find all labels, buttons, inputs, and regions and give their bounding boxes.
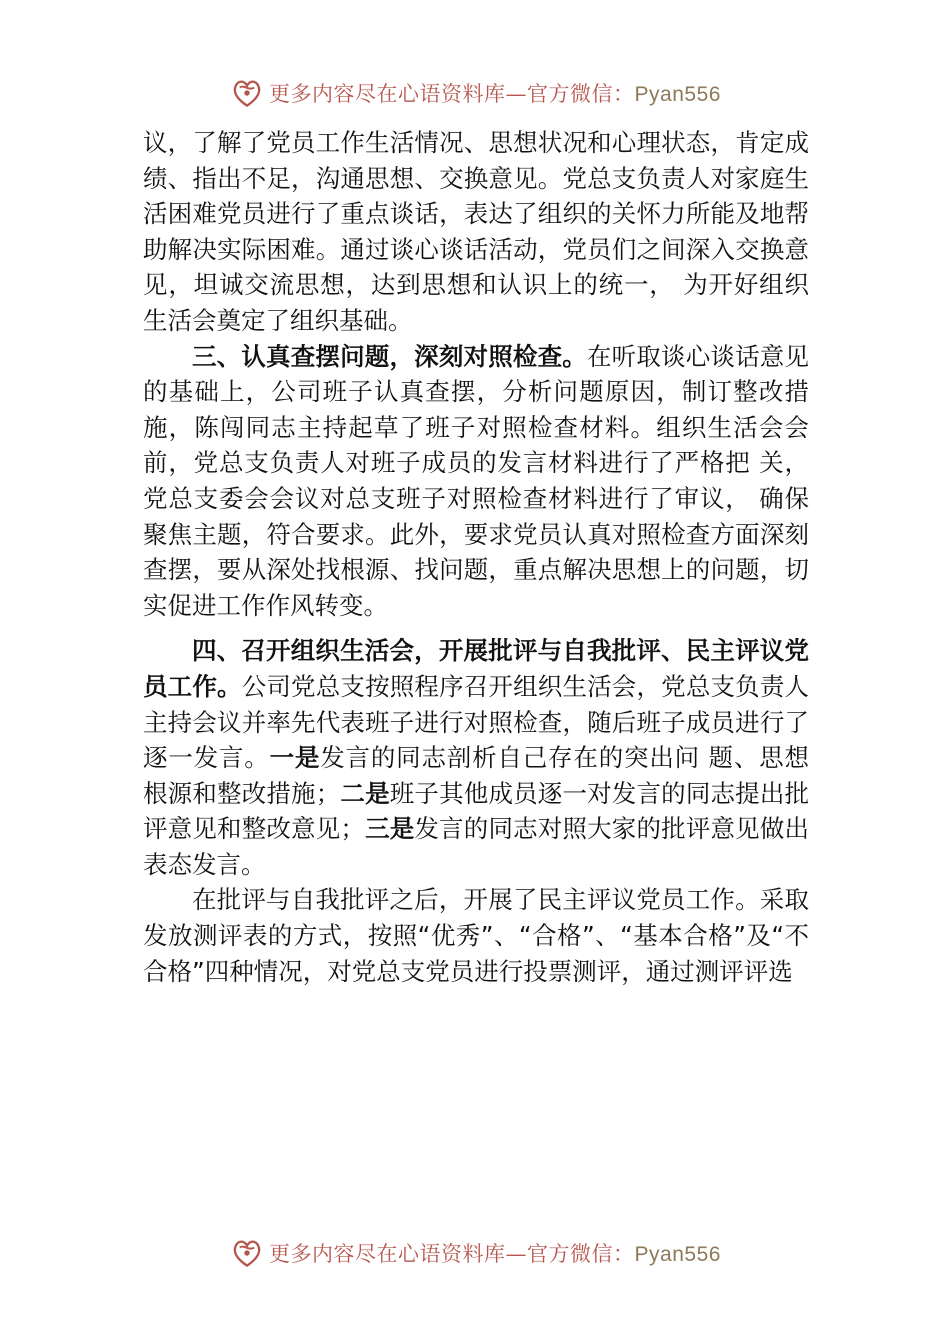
header-watermark — [0, 68, 950, 118]
watermark-dash: — — [505, 1242, 528, 1266]
heart-swirl-logo-icon — [229, 75, 265, 111]
paragraph-3-body-2: 发言的同志剖析自己存在的突出问 题、思想根源和整改措施； — [143, 743, 809, 808]
watermark-en: Pyan556 — [634, 1243, 721, 1266]
paragraph-2 — [143, 339, 809, 624]
watermark-cn2: 官方微信： — [527, 82, 635, 106]
paragraph-3 — [143, 633, 809, 882]
paragraph-4: 在批评与自我批评之后，开展了民主评议党员工作。采取发放测评表的方式，按照“优秀”、“合格”、“基本合格”及“不合格”四种情况，对党总支党员进行投票测评，通过测评评选 — [143, 885, 809, 986]
watermark-text — [269, 1238, 721, 1268]
paragraph-3-body-4: 发言的同志对照大家的批评意见做出表态发言。 — [143, 814, 810, 879]
watermark-cn: 更多内容尽在心语资料库 — [269, 82, 506, 106]
watermark-cn: 更多内容尽在心语资料库 — [269, 1242, 506, 1266]
watermark-dash: — — [505, 82, 528, 106]
heart-swirl-logo-icon — [229, 1235, 265, 1271]
watermark-en: Pyan556 — [634, 83, 721, 106]
watermark-text — [269, 78, 721, 108]
point-1-label: 一是 — [269, 743, 321, 773]
section-4-heading: 四、召开组织生活会，开展批评与自我批评、民主评议党员工作。 — [143, 636, 809, 701]
watermark-cn2: 官方微信： — [527, 1242, 635, 1266]
point-2-label: 二是 — [340, 778, 390, 808]
footer-watermark — [0, 1228, 950, 1278]
document-body — [143, 125, 809, 989]
paragraph-2-body: 在听取谈心谈话意见的基础上，公司班子认真查摆，分析问题原因，制订整改措施，陈闯同志主持起草了班子对照检查材料。组织生活会会前，党总支负责人对班子成员的发言材料进行了严格把 关，党总支委会会议对总支班子对照检查材料进行了审议， 确保聚焦主题，符合要求。此外，要求党员认真对照检查方面深刻查摆，要从深处找根源、找问题，重点解决思想上的问题，切实促进工作作风转变。 — [143, 341, 809, 620]
paragraph-1: 议，了解了党员工作生活情况、思想状况和心理状态，肯定成绩、指出不足，沟通思想、交换意见。党总支负责人对家庭生活困难党员进行了重点谈话，表达了组织的关怀力所能及地帮助解决实际困难。通过谈心谈话活动，党员们之间深入交换意见，坦诚交流思想，达到思想和认识上的统一， 为开好组织生活会奠定了组织基础。 — [143, 128, 809, 335]
point-3-label: 三是 — [364, 814, 415, 844]
paragraph-3-body-1: 公司党总支按照程序召开组织生活会，党总支负责人主持会议并率先代表班子进行对照检查，随后班子成员进行了逐一发言。 — [143, 671, 810, 773]
section-3-heading: 三、认真查摆问题，深刻对照检查。 — [192, 341, 587, 371]
paragraph-3-body-3: 班子其他成员逐一对发言的同志提出批评意见和整改意见； — [143, 778, 810, 844]
